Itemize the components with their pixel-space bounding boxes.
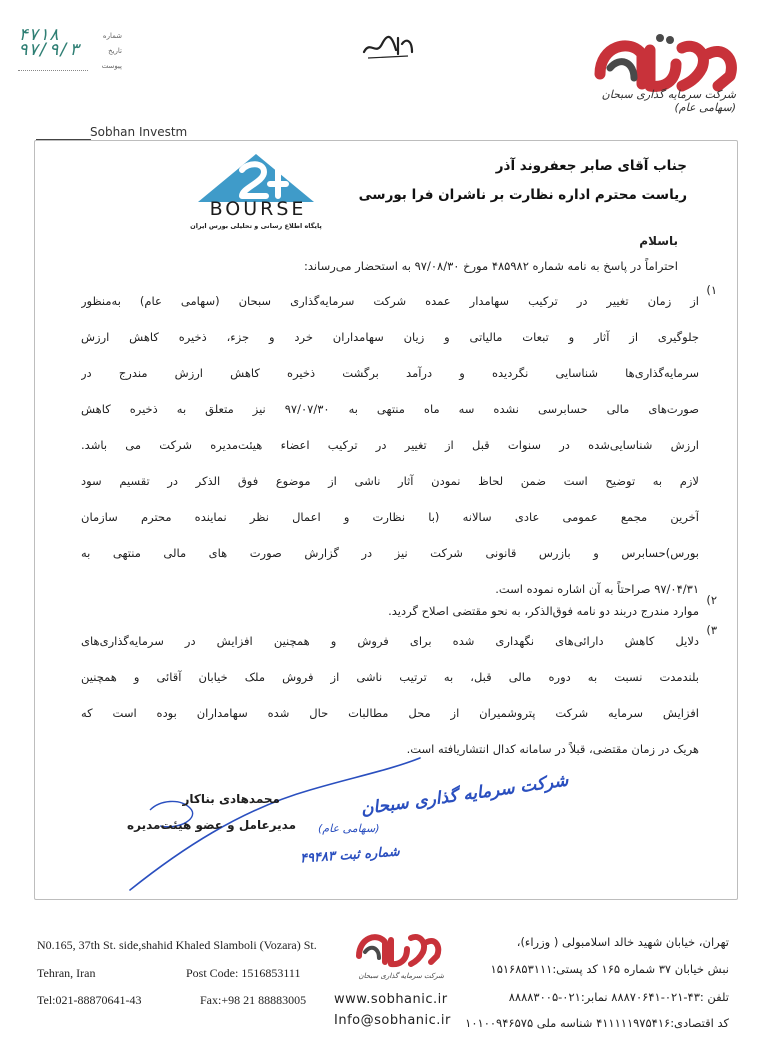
item-line: ۹۷/۰۴/۳۱ صراحتاً به آن اشاره نموده است. [495, 582, 699, 596]
bourse-wordmark: BOURSE [209, 198, 307, 220]
item-number: ۳) [706, 623, 717, 637]
item-line: سرمایه‌گذاری‌ها شناسایی نگردیده و درآمد برگشت ذخیره کاهش ارزش مندرج در [81, 366, 699, 380]
meta-attachment-row [18, 58, 128, 73]
list-item [81, 623, 717, 767]
item-line: آخرین مجمع عمومی عادی سالانه (با نظارت و اعمال نظر نماینده محترم سازمان [81, 510, 699, 524]
item-number: ۲) [706, 593, 717, 607]
item-text [81, 283, 699, 607]
bourse-tagline: پایگاه اطلاع رسانی و تحلیلی بورس ایران [190, 222, 322, 230]
footer-address-en: N0.165, 37th St. side,shahid Khaled Slamboli (Vozara) St. [37, 938, 317, 952]
bismillah-calligraphy-icon [358, 30, 418, 62]
item-line: دلایل کاهش دارائی‌های نگهداری شده برای فروش و همچنین افزایش در سرمایه‌گذاری‌های [81, 634, 699, 648]
stamp-company-name: شرکت سرمایه گذاری سبحان [359, 770, 570, 820]
meta-date-label: تاریخ [108, 46, 122, 55]
company-subtitle: شرکت سرمایه گذاری سبحان (سهامی عام) [601, 88, 736, 114]
item-line: موارد مندرج دربند دو نامه فوق‌الذکر، به نحو مقتضی اصلاح گردید. [388, 604, 699, 618]
item-text [81, 623, 699, 767]
recipient-name: جناب آقای صابر جعفروند آذر [495, 158, 687, 174]
item-line: بورس)حسابرس و بازرس قانونی شرکت نیز در گزارش صورت های مالی منتهی به [81, 546, 699, 560]
stamp-company-type: (سهامی عام) [318, 822, 380, 835]
item-line: صورت‌های مالی حسابرسی نشده سه ماه منتهی به ۹۷/۰۷/۳۰ نیز متعلق به ذخیره کاهش [81, 402, 699, 416]
footer-address-fa: تهران، خیابان شهید خالد اسلامبولی ( وزراء)، [516, 935, 729, 949]
top-company-label: Sobhan Investm [90, 125, 188, 139]
item-number: ۱) [706, 283, 717, 297]
recipient-title: ریاست محترم اداره نظارت بر ناشران فرا بورسی [358, 187, 687, 203]
item-line: بلندمدت نسبت به دوره مالی قبل، به ترتیب ناشی از فروش ملک خیابان آقائی و همچنین [81, 670, 699, 684]
footer-email-link[interactable]: Info@sobhanic.ir [334, 1013, 451, 1028]
stamp-registration: شماره ثبت ۴۹۴۸۳ [299, 844, 401, 867]
item-line: ارزش شناسایی‌شده در سنوات قبل از تغییر در ترکیب اعضاء هیئت‌مدیره شرکت می باشد. [81, 438, 699, 452]
meta-attachment-line [18, 61, 88, 71]
signer-name: محمدهادی بناکار [182, 792, 280, 806]
meta-attachment-label: پیوست [101, 61, 122, 70]
footer-website-link[interactable]: www.sobhanic.ir [334, 992, 448, 1007]
intro-paragraph: احتراماً در پاسخ به نامه شماره ۴۸۵۹۸۲ مورخ ۹۷/۰۸/۳۰ به استحضار می‌رساند: [303, 259, 678, 273]
meta-number-label: شماره [102, 31, 122, 40]
footer-address-fa-2: نبش خیابان ۳۷ شماره ۱۶۵ کد پستی:۱۵۱۶۸۵۳۱۱۱ [490, 962, 729, 976]
footer-tel-fa: تلفن :۴۳-۰۲۱-۸۸۸۷۰۶۴۱ نمابر:۰۲۱-۸۸۸۸۳۰۰۵ [508, 990, 729, 1004]
greeting: باسلام [639, 234, 678, 248]
signer-role: مدیرعامل و عضو هیئت‌مدیره [127, 818, 296, 832]
footer-fax-en: Fax:+98 21 88883005 [200, 993, 307, 1007]
meta-number-value: ۴۷۱۸ [18, 25, 59, 45]
item-line: افزایش سرمایه شرکت پتروشمیران از محل مطالبات حال شده سهامداران بوده است که [81, 706, 699, 720]
meta-date-value: ۹۷/۹/۳ [18, 40, 80, 60]
footer-logo-subtitle: شرکت سرمایه گذاری سبحان [358, 972, 444, 980]
footer-city-en: Tehran, Iran [37, 966, 96, 980]
meta-date-row [18, 40, 128, 60]
footer-codes-fa: کد اقتصادی:۴۱۱۱۱۱۹۷۵۴۱۶ شناسه ملی ۱۰۱۰۰۹۴۶۵۷۵ [465, 1016, 729, 1030]
footer-postcode-en: Post Code: 1516853111 [186, 966, 301, 980]
item-line: جلوگیری از آثار و تبعات مالیاتی و زیان سهامداران خرد و جزء، ذخیره کاهش ارزش [81, 330, 699, 344]
footer-logo-icon [353, 926, 443, 976]
letter-meta [18, 25, 128, 73]
item-line: از زمان تغییر در ترکیب سهامدار عمده شرکت سرمایه‌گذاری سبحان (سهامی عام) به‌منظور [81, 294, 699, 308]
list-item [81, 283, 717, 607]
item-line: لازم به توضیح است ضمن لحاظ نمودن آثار ناشی از موضوع فوق الذکر در تقسیم سود [81, 474, 699, 488]
item-line: هریک در زمان مقتضی، قبلاً در سامانه کدال انتشاریافته است. [406, 742, 699, 756]
footer-tel-en: Tel:021-88870641-43 [37, 993, 142, 1007]
